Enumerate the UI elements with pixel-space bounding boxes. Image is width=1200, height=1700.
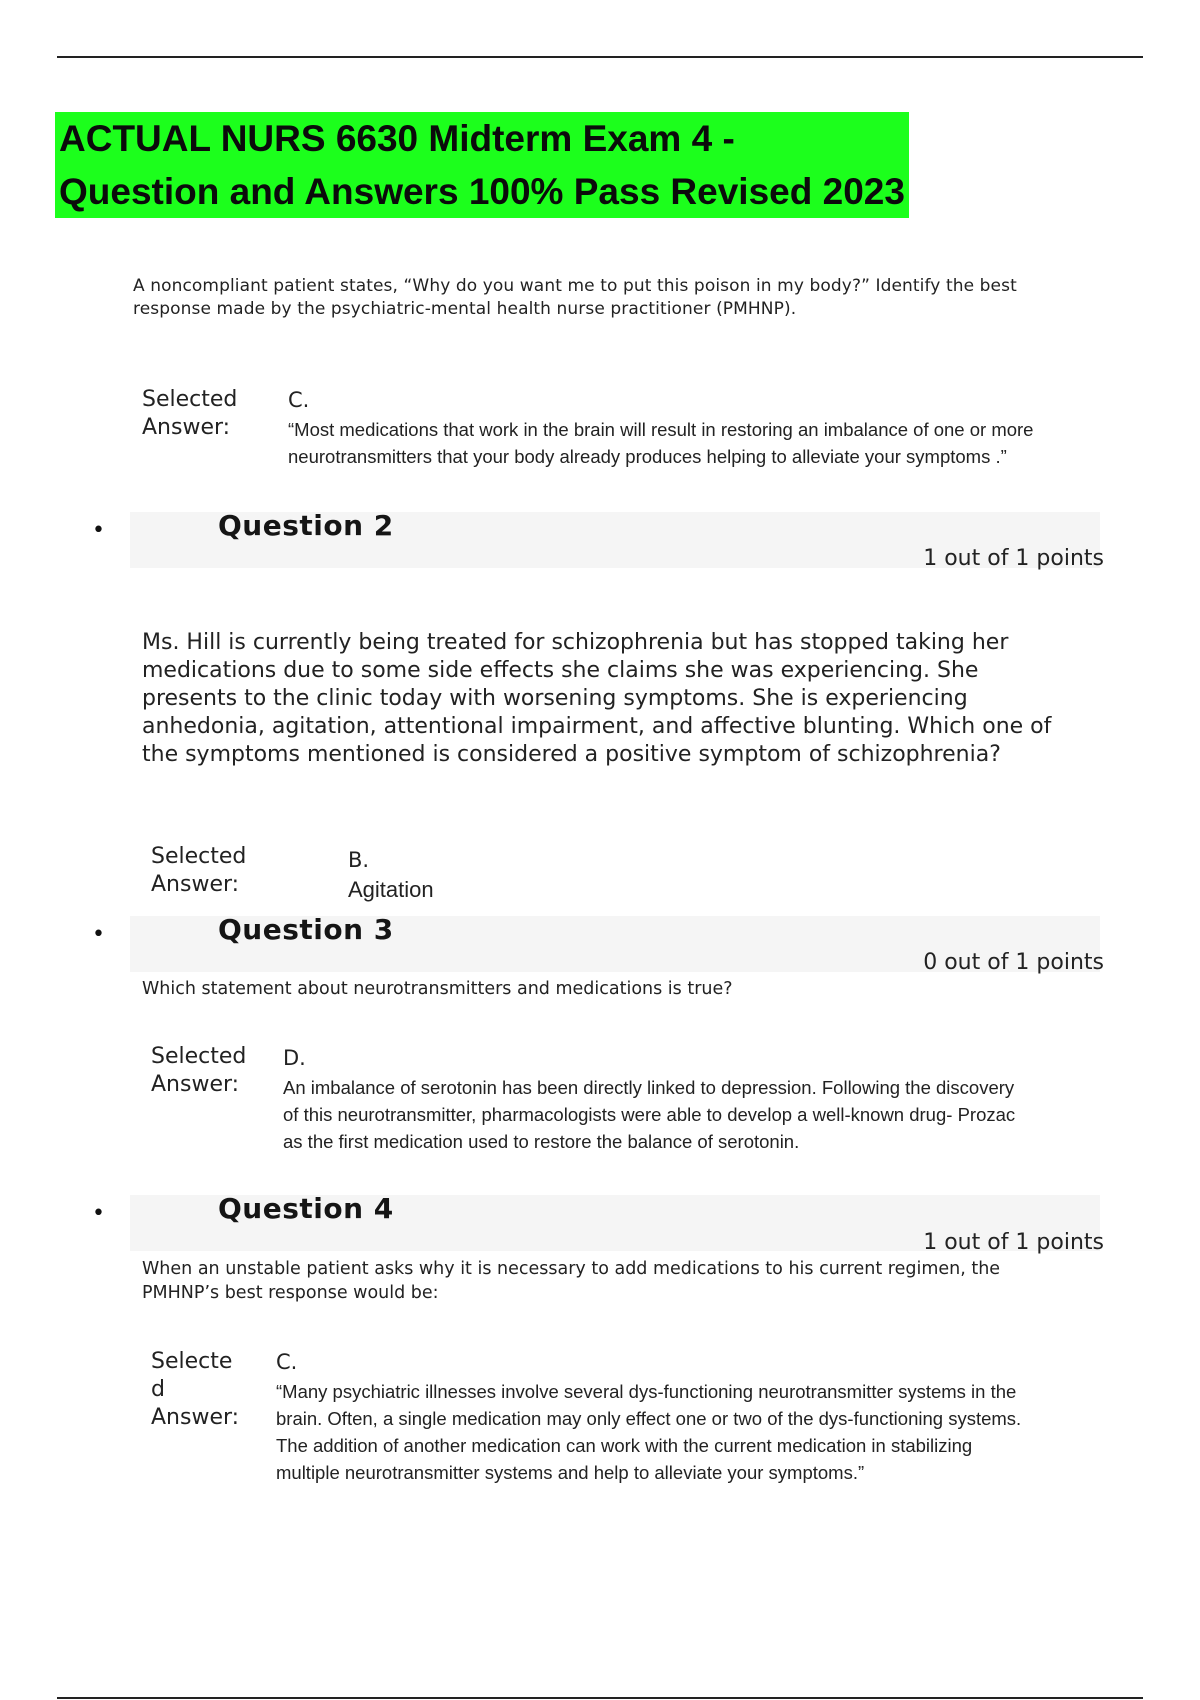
question-3-points: 0 out of 1 points: [923, 950, 1104, 975]
question-1-text: A noncompliant patient states, “Why do you want me to put this poison in my body?” Identify the best response made by the psychiatric-mental health nurse practitioner (PMHNP).: [133, 276, 1017, 319]
selected-answer-text-4: “Many psychiatric illnesses involve several dys-functioning neurotransmitter systems in the brain. Often, a single medication may only effect one or two of the dys-functioning systems. The addition of another medication can work with the current medication in stabilizing multiple neurotransmitter systems and help to alleviate your symptoms.”: [276, 1381, 1022, 1483]
page-title: [55, 112, 909, 218]
question-4-points: 1 out of 1 points: [923, 1230, 1104, 1255]
bottom-rule: [57, 1697, 1143, 1699]
question-3-heading: Question 3: [218, 913, 394, 946]
question-3-text: Which statement about neurotransmitters and medications is true?: [142, 979, 733, 999]
selected-answer-letter-4: C.: [276, 1350, 298, 1374]
question-2-points: 1 out of 1 points: [923, 546, 1104, 571]
selected-answer-label-4: Selecte d Answer:: [151, 1349, 240, 1430]
selected-answer-letter-2: B.: [348, 848, 370, 872]
top-rule: [57, 56, 1143, 58]
title-line-1: ACTUAL NURS 6630 Midterm Exam 4 -: [59, 118, 735, 159]
question-4-text: When an unstable patient asks why it is necessary to add medications to his current regimen, the PMHNP’s best response would be:: [142, 1259, 1001, 1303]
question-4-heading: Question 4: [218, 1192, 394, 1225]
question-4-bullet: •: [92, 1201, 105, 1226]
selected-answer-label-2: Selected Answer:: [151, 844, 247, 897]
selected-answer-letter-3: D.: [283, 1046, 306, 1070]
selected-answer-label-3: Selected Answer:: [151, 1044, 247, 1097]
question-2-text: Ms. Hill is currently being treated for schizophrenia but has stopped taking her medications due to some side effects she claims she was experiencing. She presents to the clinic today with worsening symptoms. She is experiencing anhedonia, agitation, attentional impairment, and affective blunting. Which one of the symptoms mentioned is considered a positive symptom of schizophrenia?: [142, 630, 1052, 767]
selected-answer-text-1: “Most medications that work in the brain will result in restoring an imbalance of one or more neurotransmitters that your body already produces helping to alleviate your symptoms .”: [288, 419, 1034, 467]
selected-answer-text-2: Agitation: [348, 877, 434, 902]
selected-answer-letter-1: C.: [288, 388, 310, 412]
selected-answer-text-3: An imbalance of serotonin has been directly linked to depression. Following the discovery of this neurotransmitter, pharmacologists were able to develop a well-known drug- Prozac as the first medication used to restore the balance of serotonin.: [283, 1077, 1016, 1152]
selected-answer-label-1: Selected Answer:: [142, 387, 238, 440]
question-3-bullet: •: [92, 922, 105, 947]
question-2-bullet: •: [92, 518, 105, 543]
question-2-heading: Question 2: [218, 509, 394, 542]
title-line-2: Question and Answers 100% Pass Revised 2023: [59, 171, 905, 212]
